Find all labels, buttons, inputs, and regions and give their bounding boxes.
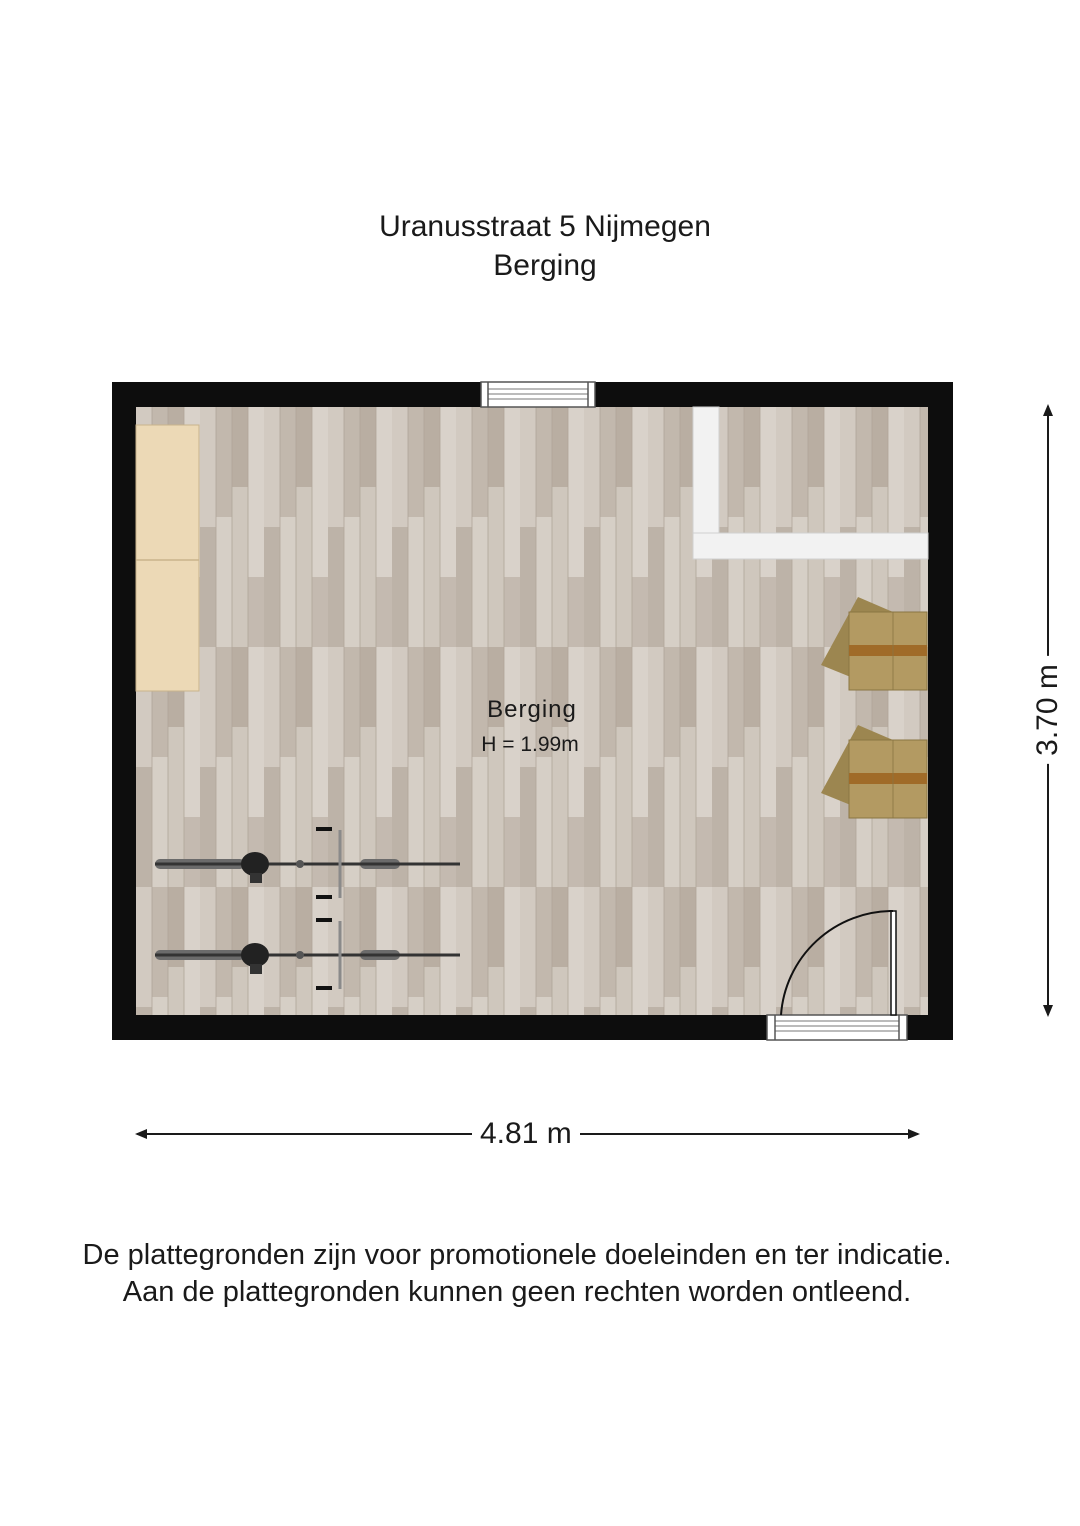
plan-floor-title: Berging — [493, 249, 597, 282]
room-name: Berging — [487, 696, 577, 723]
shelf-icon — [136, 425, 199, 691]
width-dimension-label: 4.81 m — [472, 1117, 580, 1151]
disclaimer-line-1: De plattegronden zijn voor promotionele doeleinden en ter indicatie. — [82, 1239, 952, 1271]
window-icon — [481, 382, 595, 407]
door-opening-icon — [767, 1015, 907, 1040]
room-height: H = 1.99m — [481, 733, 579, 756]
depth-dimension — [1006, 660, 1080, 760]
plan-address: Uranusstraat 5 Nijmegen — [379, 210, 711, 243]
disclaimer-line-2: Aan de plattegronden kunnen geen rechten worden ontleend. — [122, 1276, 912, 1308]
depth-dimension-label: 3.70 m — [1031, 656, 1065, 764]
